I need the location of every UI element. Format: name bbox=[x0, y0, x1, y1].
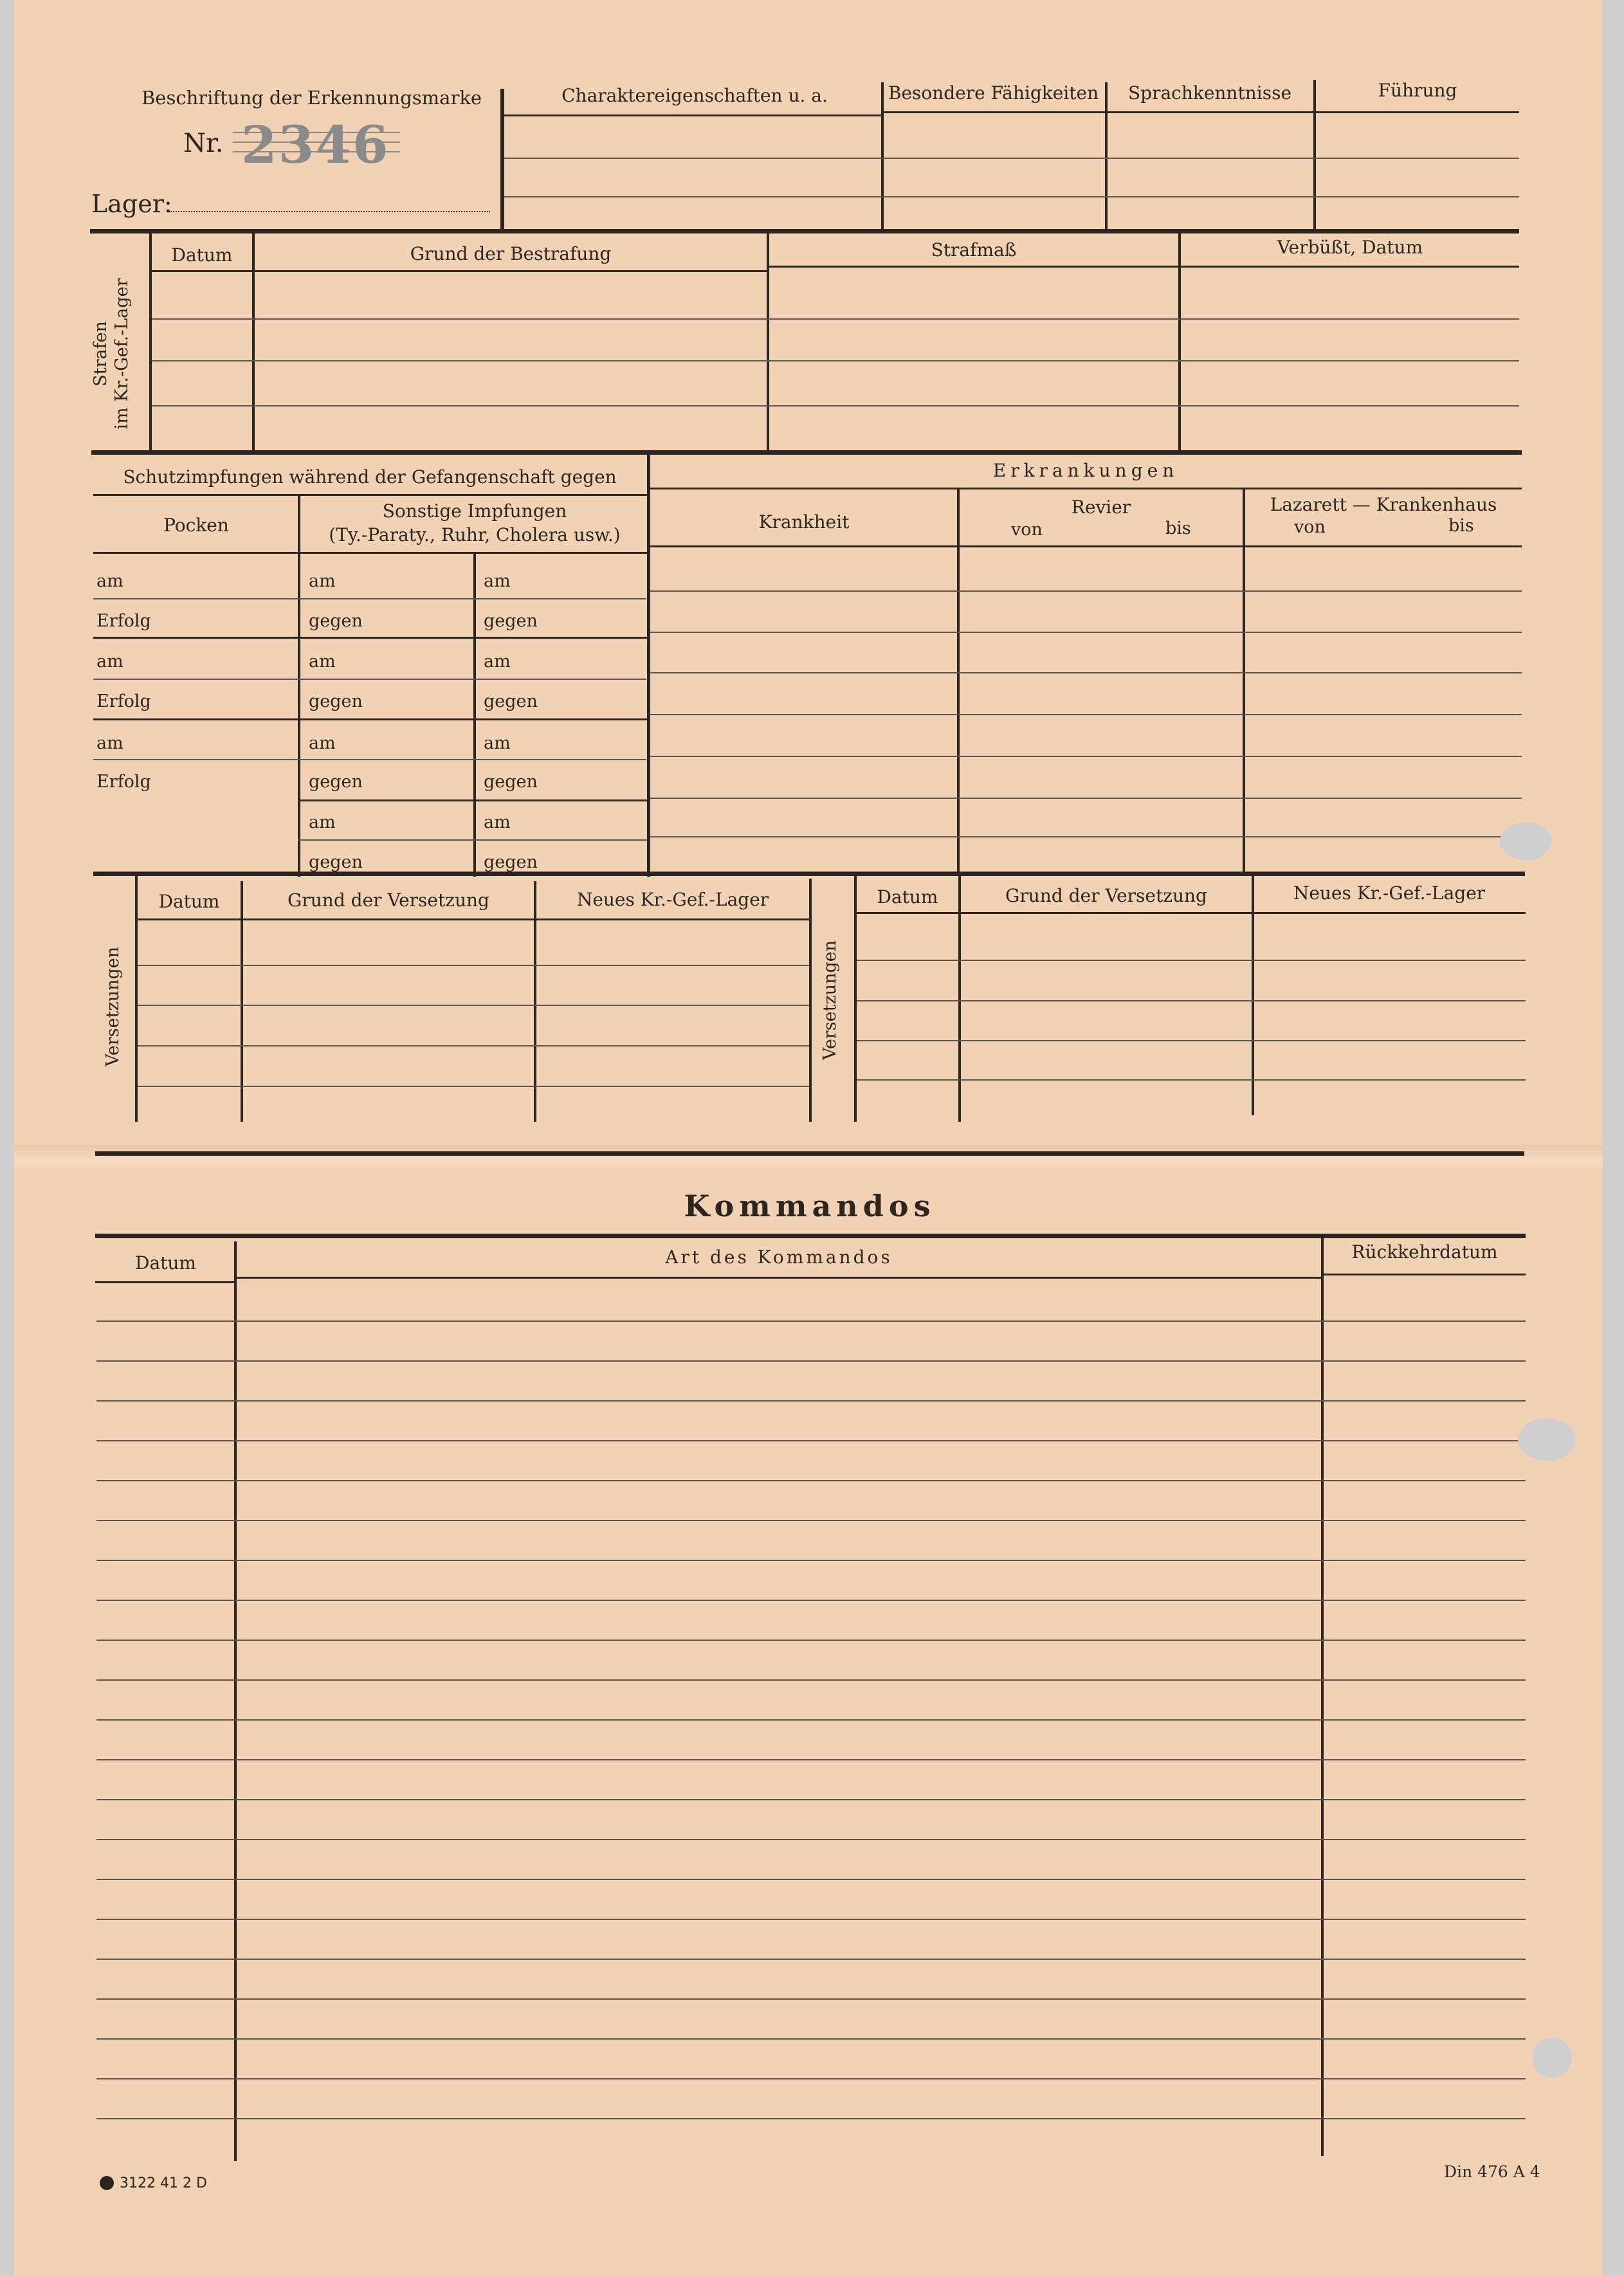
impf-col-pocken: Pocken bbox=[163, 515, 229, 536]
impf-title: Schutzimpfungen während der Gefangenschaft gegen bbox=[123, 466, 617, 488]
versetz-side-left: Versetzungen bbox=[103, 946, 123, 1067]
erkr-header-rule bbox=[647, 545, 1522, 547]
nr-strike-2 bbox=[233, 142, 400, 143]
versetz-l-line-3 bbox=[809, 879, 812, 1122]
nr-label: Nr. bbox=[183, 129, 224, 158]
sonst-a-gegen-1: gegen bbox=[309, 611, 363, 631]
erkr-revier-bis: bis bbox=[1165, 518, 1191, 538]
strafen-row-1 bbox=[152, 318, 1519, 320]
top-header-rule-a bbox=[502, 114, 881, 116]
versetz-r-col-lager: Neues Kr.-Gef.-Lager bbox=[1293, 882, 1486, 904]
col-fuehrung: Führung bbox=[1378, 80, 1457, 101]
erkr-row-2 bbox=[650, 632, 1522, 633]
strafen-side-2: im Kr.-Gef.-Lager bbox=[112, 278, 132, 430]
erkrankungen-title: Erkrankungen bbox=[992, 460, 1179, 481]
sonst-a-am-2: am bbox=[309, 652, 336, 672]
sonst-b-gegen-3: gegen bbox=[484, 772, 538, 792]
nr-value: 2346 bbox=[241, 114, 390, 175]
versetz-bottom-rule bbox=[95, 1151, 1524, 1156]
impf-row-5 bbox=[93, 759, 646, 760]
top-col-line-2 bbox=[1105, 82, 1108, 229]
kommandos-col-rueckkehr: Rückkehrdatum bbox=[1351, 1241, 1498, 1263]
top-header-rule-b bbox=[881, 111, 1519, 113]
punch-hole-2 bbox=[1518, 1418, 1576, 1461]
erkr-row-5 bbox=[650, 756, 1522, 757]
versetz-l-col-lager: Neues Kr.-Gef.-Lager bbox=[576, 889, 769, 910]
erkr-col-lazarett: Lazarett — Krankenhaus bbox=[1270, 494, 1497, 515]
impf-block-3 bbox=[298, 799, 648, 801]
impf-title-rule bbox=[93, 494, 648, 496]
nr-strike-3 bbox=[233, 151, 400, 152]
impf-header-rule bbox=[93, 552, 648, 554]
erkr-revier-von: von bbox=[1011, 520, 1043, 540]
impf-col-line-2 bbox=[473, 552, 476, 877]
impf-row-1 bbox=[93, 598, 646, 599]
kommandos-title: Kommandos bbox=[684, 1189, 936, 1223]
din-format: Din 476 A 4 bbox=[1444, 2162, 1540, 2181]
sonst-a-am-3: am bbox=[309, 733, 336, 753]
versetz-r-col-grund: Grund der Versetzung bbox=[1005, 885, 1207, 906]
erkr-lazarett-bis: bis bbox=[1448, 516, 1474, 536]
punch-hole-1 bbox=[1500, 822, 1551, 861]
erkennungsmarke-label: Beschriftung der Erkennungsmarke bbox=[141, 87, 482, 109]
pocken-erfolg-2: Erfolg bbox=[96, 691, 151, 711]
strafen-col-verbuesst: Verbüßt, Datum bbox=[1277, 237, 1423, 258]
versetz-side-right: Versetzungen bbox=[820, 940, 840, 1061]
impf-block-1 bbox=[93, 637, 648, 639]
strafen-line-1 bbox=[252, 233, 255, 455]
kommandos-top-rule bbox=[95, 1234, 1526, 1238]
versetz-l-row-2 bbox=[138, 1005, 809, 1006]
strafen-header-rule-a bbox=[149, 270, 767, 272]
top-row-2 bbox=[504, 196, 1519, 197]
strafen-row-3 bbox=[152, 405, 1519, 407]
sonst-b-gegen-4: gegen bbox=[484, 852, 538, 872]
versetz-r-row-4 bbox=[857, 1079, 1526, 1081]
strafen-side-1: Strafen bbox=[91, 321, 111, 387]
pocken-erfolg-1: Erfolg bbox=[96, 611, 151, 631]
versetz-l-col-datum: Datum bbox=[158, 891, 220, 912]
erkr-col-krankheit: Krankheit bbox=[758, 511, 850, 533]
top-divider bbox=[500, 89, 504, 229]
fold-line bbox=[14, 1145, 1603, 1171]
versetz-r-row-2 bbox=[857, 1000, 1526, 1001]
print-mark-icon bbox=[100, 2176, 114, 2190]
erkr-title-rule bbox=[647, 488, 1522, 489]
impf-row-3 bbox=[93, 679, 646, 680]
col-faehigkeiten: Besondere Fähigkeiten bbox=[888, 82, 1099, 104]
versetz-r-col-datum: Datum bbox=[877, 886, 938, 908]
sonst-b-am-2: am bbox=[484, 652, 511, 672]
sonst-a-am-1: am bbox=[309, 571, 336, 591]
erkr-lazarett-von: von bbox=[1294, 517, 1326, 537]
strafen-top-rule bbox=[90, 229, 1519, 233]
strafen-row-2 bbox=[152, 360, 1519, 361]
sonst-a-gegen-4: gegen bbox=[309, 852, 363, 872]
top-col-line-3 bbox=[1313, 80, 1316, 229]
versetz-r-row-3 bbox=[857, 1040, 1526, 1041]
versetz-l-row-3 bbox=[138, 1045, 809, 1046]
impf-col-sonstige-1: Sonstige Impfungen bbox=[382, 500, 567, 522]
erkr-row-3 bbox=[650, 672, 1522, 673]
kommandos-col-art: Art des Kommandos bbox=[665, 1247, 893, 1268]
impf-row-7 bbox=[298, 839, 648, 841]
sonst-a-gegen-2: gegen bbox=[309, 691, 363, 711]
versetz-l-row-1 bbox=[138, 965, 809, 966]
sonst-b-am-3: am bbox=[484, 733, 511, 753]
pocken-erfolg-3: Erfolg bbox=[96, 772, 151, 792]
strafen-col-grund: Grund der Bestrafung bbox=[410, 243, 612, 264]
versetz-l-row-4 bbox=[138, 1086, 809, 1087]
kommandos-header-rule-c bbox=[1321, 1274, 1526, 1275]
sonst-b-am-1: am bbox=[484, 571, 511, 591]
erkr-row-1 bbox=[650, 590, 1522, 592]
sonst-a-am-4: am bbox=[309, 812, 336, 832]
top-row-1 bbox=[504, 158, 1519, 159]
pocken-am-1: am bbox=[96, 571, 123, 591]
pocken-am-3: am bbox=[96, 733, 123, 753]
col-charakter: Charaktereigenschaften u. a. bbox=[561, 85, 828, 106]
erkr-col-revier: Revier bbox=[1071, 497, 1131, 518]
versetz-r-header-rule bbox=[854, 912, 1526, 914]
strafen-line-0 bbox=[149, 233, 152, 455]
erkr-row-6 bbox=[650, 798, 1522, 799]
punch-hole-3 bbox=[1532, 2038, 1572, 2078]
erkr-row-4 bbox=[650, 714, 1522, 715]
nr-strike-1 bbox=[233, 132, 400, 133]
strafen-col-datum: Datum bbox=[171, 244, 233, 266]
pocken-am-2: am bbox=[96, 652, 123, 672]
kommandos-col-datum: Datum bbox=[135, 1252, 196, 1274]
versetz-top-rule bbox=[93, 872, 1525, 876]
versetz-l-col-grund: Grund der Versetzung bbox=[287, 890, 489, 911]
versetz-l-line-0 bbox=[135, 876, 138, 1122]
strafen-col-strafmass: Strafmaß bbox=[931, 239, 1017, 260]
print-code: 3122 41 2 D bbox=[120, 2175, 207, 2191]
sonst-b-gegen-2: gegen bbox=[484, 691, 538, 711]
top-col-line-1 bbox=[881, 82, 884, 229]
erkr-row-7 bbox=[650, 836, 1522, 837]
impf-col-sonstige-2: (Ty.-Paraty., Ruhr, Cholera usw.) bbox=[329, 524, 621, 545]
lager-label: Lager: bbox=[91, 190, 172, 218]
sonst-b-gegen-1: gegen bbox=[484, 611, 538, 631]
versetz-r-row-1 bbox=[857, 960, 1526, 961]
impf-block-2 bbox=[93, 718, 648, 720]
kommandos-ruled-rows bbox=[96, 1282, 1526, 2137]
versetz-l-header-rule bbox=[135, 918, 810, 920]
sonst-a-gegen-3: gegen bbox=[309, 772, 363, 792]
strafen-side-label bbox=[90, 257, 135, 450]
impf-top-rule bbox=[91, 450, 1522, 455]
col-sprach: Sprachkenntnisse bbox=[1127, 82, 1292, 104]
kommandos-header-rule-b bbox=[234, 1277, 1322, 1279]
strafen-header-rule-b bbox=[767, 266, 1519, 268]
sonst-b-am-4: am bbox=[484, 812, 511, 832]
lager-field[interactable] bbox=[169, 211, 490, 212]
